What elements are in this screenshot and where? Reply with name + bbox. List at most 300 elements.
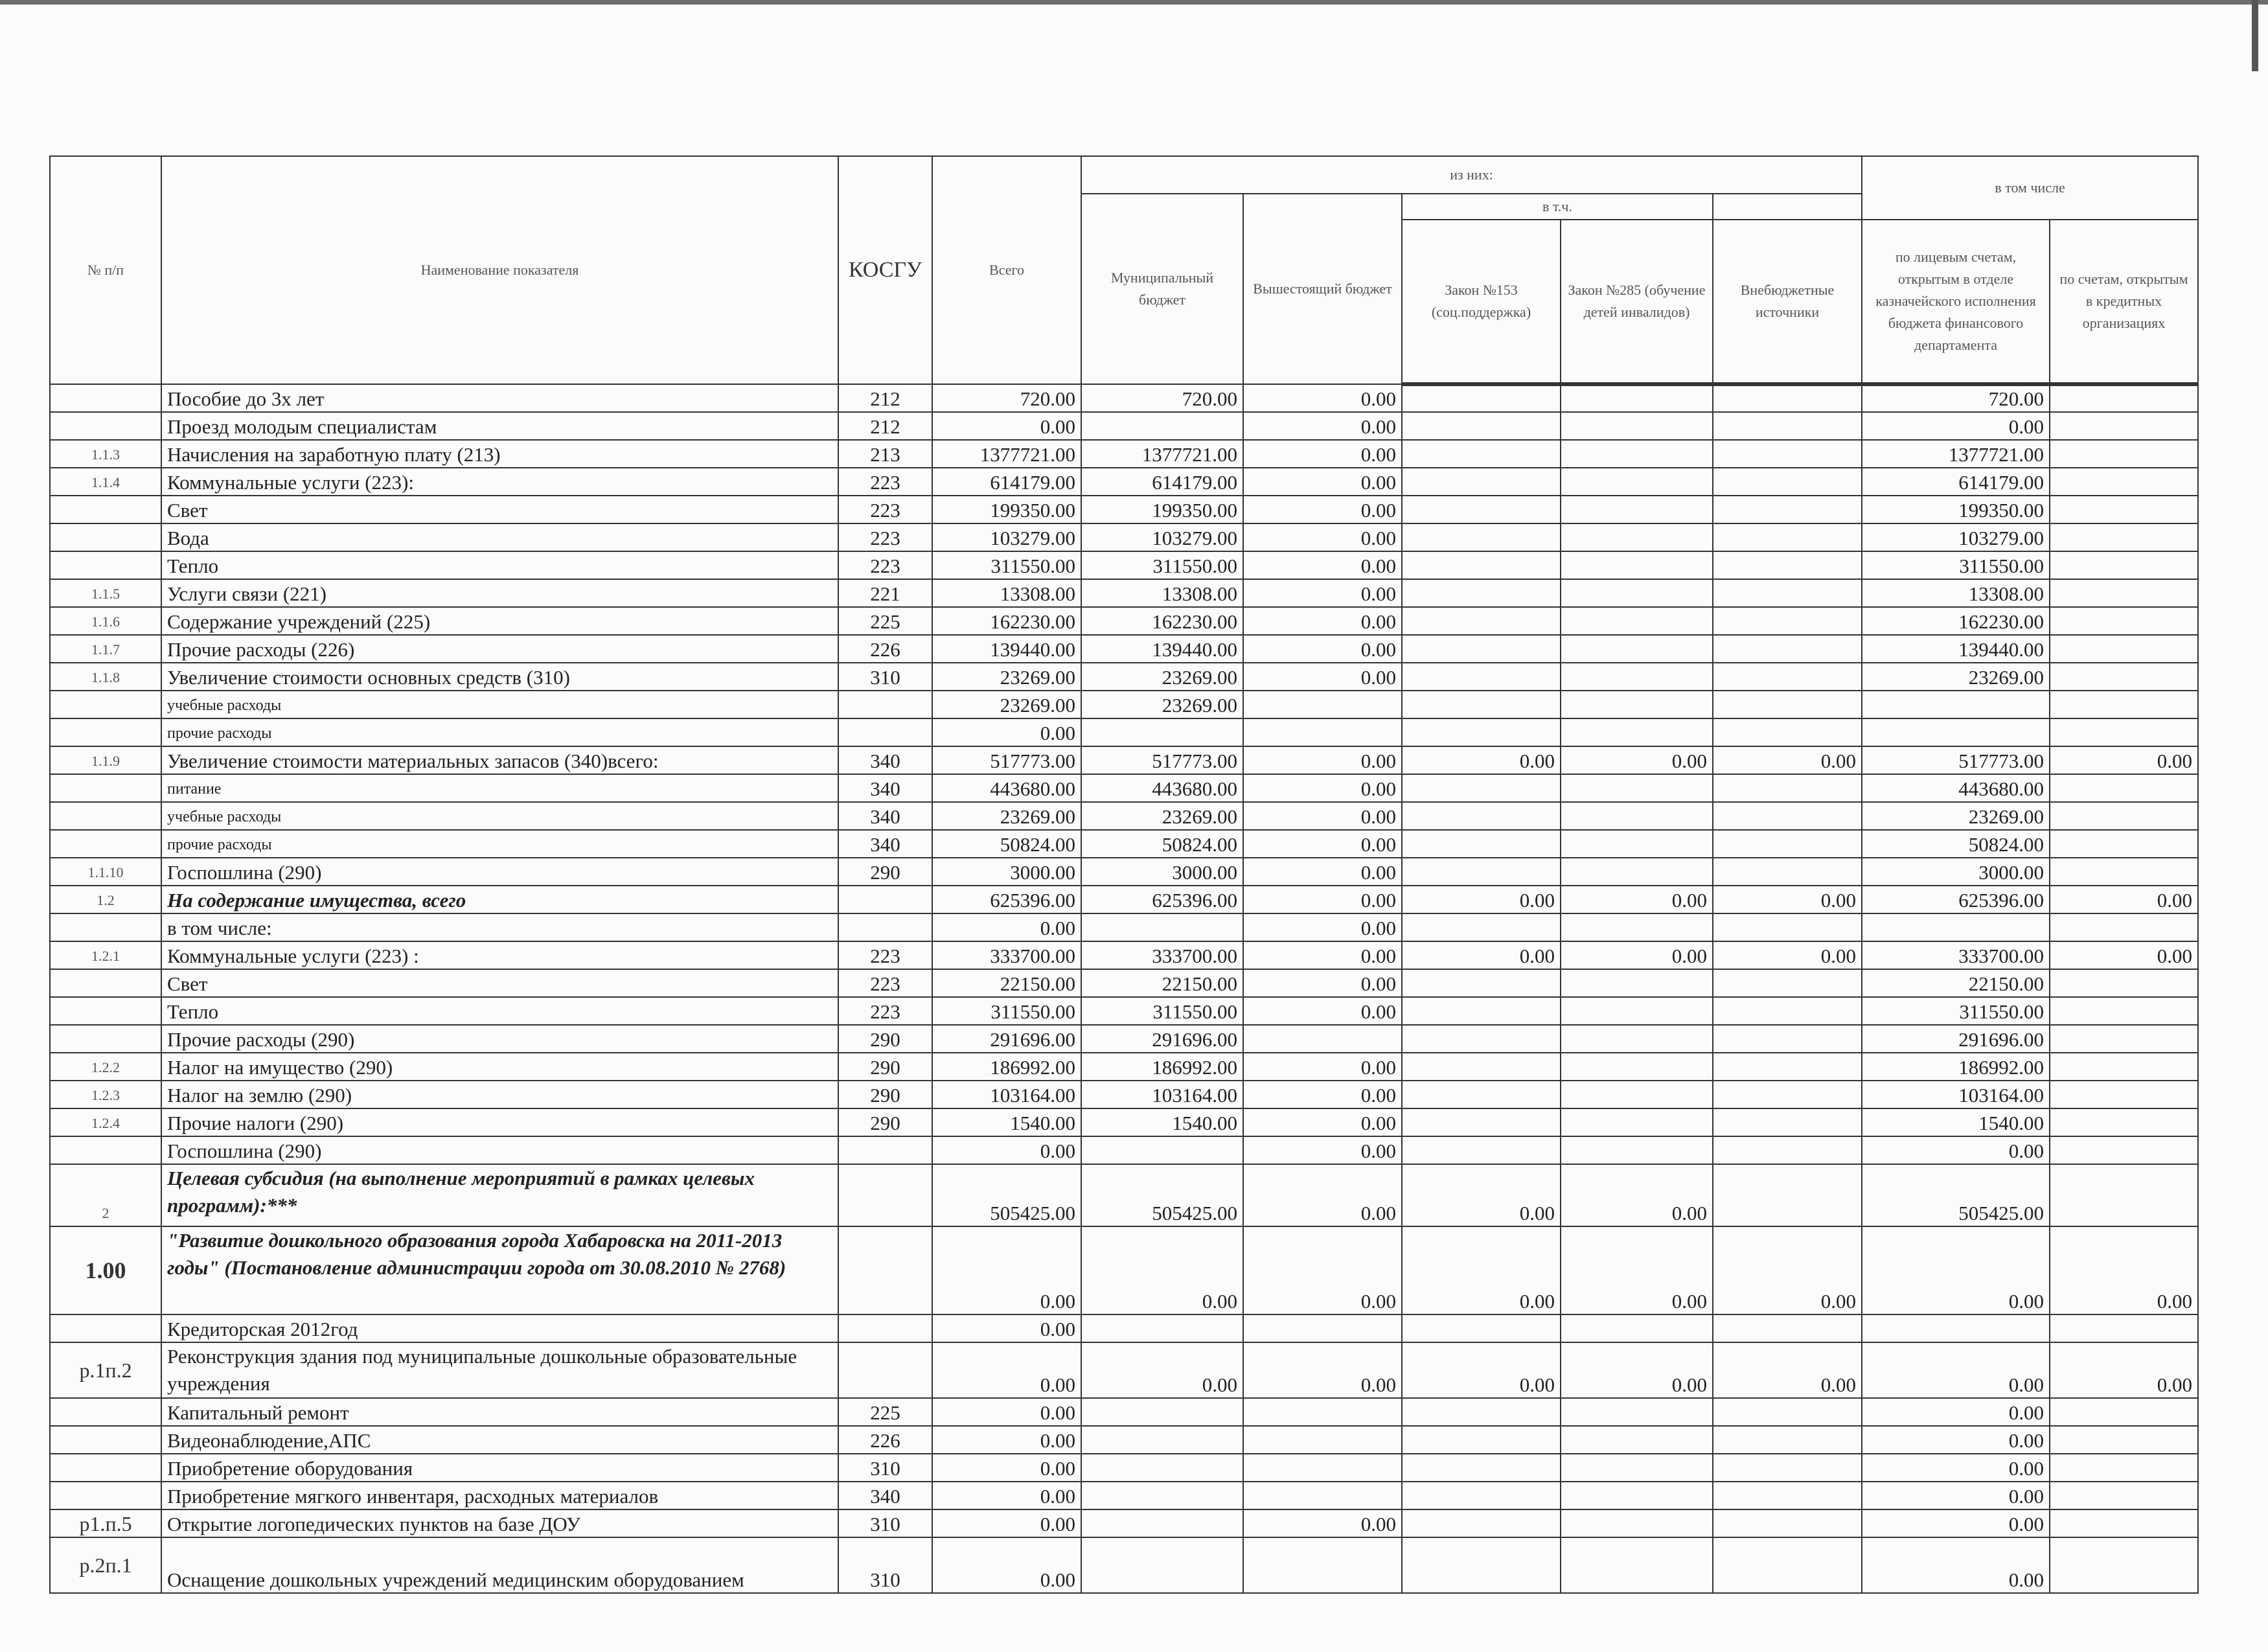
row-credit	[2050, 1136, 2198, 1164]
row-total: 625396.00	[932, 886, 1081, 913]
row-extra	[1713, 1509, 1862, 1537]
row-treasury: 103279.00	[1862, 523, 2050, 551]
row-name: Прочие расходы (290)	[161, 1025, 838, 1053]
row-municipal	[1081, 1482, 1243, 1509]
row-extra	[1713, 523, 1862, 551]
row-total: 50824.00	[932, 830, 1081, 858]
header-vtch: в т.ч.	[1402, 194, 1713, 220]
scan-right-edge	[2252, 0, 2258, 71]
row-treasury: 311550.00	[1862, 551, 2050, 579]
row-law153	[1402, 1482, 1561, 1509]
row-credit	[2050, 1454, 2198, 1482]
row-extra	[1713, 802, 1862, 830]
row-num: 1.1.3	[50, 440, 161, 468]
row-kosgu	[838, 1164, 932, 1226]
row-law153: 0.00	[1402, 1164, 1561, 1226]
row-credit	[2050, 1482, 2198, 1509]
row-credit	[2050, 858, 2198, 886]
row-treasury: 625396.00	[1862, 886, 2050, 913]
row-law153	[1402, 440, 1561, 468]
row-name: Вода	[161, 523, 838, 551]
row-municipal: 139440.00	[1081, 635, 1243, 663]
table-row	[50, 551, 2198, 579]
row-credit	[2050, 718, 2198, 746]
row-name: Целевая субсидия (на выполнение мероприятий в рамках целевых программ):***	[161, 1164, 838, 1226]
table-body	[50, 384, 2198, 1593]
row-higher: 0.00	[1243, 746, 1402, 774]
row-total: 291696.00	[932, 1025, 1081, 1053]
row-total: 0.00	[932, 1314, 1081, 1342]
row-municipal: 22150.00	[1081, 969, 1243, 997]
row-name: Кредиторская 2012год	[161, 1314, 838, 1342]
row-municipal: 103279.00	[1081, 523, 1243, 551]
row-higher: 0.00	[1243, 941, 1402, 969]
table-row	[50, 718, 2198, 746]
row-municipal: 333700.00	[1081, 941, 1243, 969]
row-extra	[1713, 969, 1862, 997]
row-extra	[1713, 384, 1862, 412]
row-municipal: 162230.00	[1081, 607, 1243, 635]
row-total: 1540.00	[932, 1108, 1081, 1136]
row-higher	[1243, 1398, 1402, 1426]
row-law153	[1402, 523, 1561, 551]
row-name: Содержание учреждений (225)	[161, 607, 838, 635]
row-kosgu: 225	[838, 607, 932, 635]
row-total: 0.00	[932, 412, 1081, 440]
row-name: Коммунальные услуги (223) :	[161, 941, 838, 969]
row-total: 0.00	[932, 1454, 1081, 1482]
table-row	[50, 969, 2198, 997]
row-law285	[1561, 1025, 1713, 1053]
row-kosgu: 290	[838, 858, 932, 886]
row-law285	[1561, 718, 1713, 746]
row-higher	[1243, 691, 1402, 718]
row-num: 1.00	[50, 1226, 161, 1314]
row-higher: 0.00	[1243, 496, 1402, 523]
row-num	[50, 802, 161, 830]
row-extra	[1713, 607, 1862, 635]
row-law285: 0.00	[1561, 1164, 1713, 1226]
row-num: 1.1.5	[50, 579, 161, 607]
row-law153	[1402, 830, 1561, 858]
row-higher: 0.00	[1243, 1509, 1402, 1537]
table-row	[50, 635, 2198, 663]
row-kosgu	[838, 718, 932, 746]
row-law285	[1561, 384, 1713, 412]
row-credit	[2050, 913, 2198, 941]
table-row	[50, 579, 2198, 607]
row-extra	[1713, 579, 1862, 607]
row-law285	[1561, 1482, 1713, 1509]
row-treasury: 139440.00	[1862, 635, 2050, 663]
row-law285	[1561, 1314, 1713, 1342]
header-of-them: из них:	[1081, 156, 1862, 194]
row-law285	[1561, 774, 1713, 802]
row-extra	[1713, 635, 1862, 663]
table-row	[50, 412, 2198, 440]
row-kosgu: 221	[838, 579, 932, 607]
row-name: Госпошлина (290)	[161, 1136, 838, 1164]
row-num	[50, 1398, 161, 1426]
row-kosgu: 340	[838, 1482, 932, 1509]
row-total: 333700.00	[932, 941, 1081, 969]
row-law153	[1402, 1136, 1561, 1164]
row-municipal: 103164.00	[1081, 1081, 1243, 1108]
row-treasury: 23269.00	[1862, 802, 2050, 830]
row-law285	[1561, 802, 1713, 830]
row-kosgu	[838, 691, 932, 718]
budget-table	[49, 155, 2199, 1594]
row-law153	[1402, 1053, 1561, 1081]
row-municipal	[1081, 1136, 1243, 1164]
row-municipal: 199350.00	[1081, 496, 1243, 523]
row-municipal: 1540.00	[1081, 1108, 1243, 1136]
row-name: Открытие логопедических пунктов на базе ДОУ	[161, 1509, 838, 1537]
row-credit	[2050, 1537, 2198, 1593]
row-law285: 0.00	[1561, 1342, 1713, 1398]
table-row	[50, 1164, 2198, 1226]
row-credit	[2050, 691, 2198, 718]
row-higher: 0.00	[1243, 774, 1402, 802]
row-higher: 0.00	[1243, 635, 1402, 663]
row-treasury: 1377721.00	[1862, 440, 2050, 468]
row-law285	[1561, 663, 1713, 691]
row-law285	[1561, 969, 1713, 997]
row-total: 103164.00	[932, 1081, 1081, 1108]
row-num	[50, 830, 161, 858]
row-credit	[2050, 523, 2198, 551]
row-law285	[1561, 1136, 1713, 1164]
row-municipal	[1081, 1509, 1243, 1537]
table-row	[50, 1226, 2198, 1314]
row-treasury: 13308.00	[1862, 579, 2050, 607]
row-kosgu: 223	[838, 496, 932, 523]
row-name: Прочие расходы (226)	[161, 635, 838, 663]
row-municipal: 23269.00	[1081, 663, 1243, 691]
row-law285	[1561, 913, 1713, 941]
row-credit	[2050, 607, 2198, 635]
row-municipal: 291696.00	[1081, 1025, 1243, 1053]
row-extra	[1713, 718, 1862, 746]
row-law153	[1402, 551, 1561, 579]
row-municipal: 0.00	[1081, 1342, 1243, 1398]
row-law285	[1561, 1537, 1713, 1593]
table-row	[50, 384, 2198, 412]
row-treasury: 1540.00	[1862, 1108, 2050, 1136]
row-kosgu	[838, 1226, 932, 1314]
row-credit	[2050, 830, 2198, 858]
header-law285: Закон №285 (обучение детей инвалидов)	[1561, 220, 1713, 384]
row-municipal	[1081, 1426, 1243, 1454]
row-name: "Развитие дошкольного образования города Хабаровска на 2011-2013 годы" (Постановление администрации города от 30.08.2010 № 2768)	[161, 1226, 838, 1314]
row-extra	[1713, 1454, 1862, 1482]
row-higher: 0.00	[1243, 1053, 1402, 1081]
row-law285	[1561, 997, 1713, 1025]
row-kosgu: 212	[838, 384, 932, 412]
row-name: Свет	[161, 969, 838, 997]
table-row	[50, 1454, 2198, 1482]
table-header	[50, 156, 2198, 384]
table-row	[50, 886, 2198, 913]
table-row	[50, 1136, 2198, 1164]
row-law153	[1402, 1314, 1561, 1342]
row-credit	[2050, 551, 2198, 579]
row-higher: 0.00	[1243, 858, 1402, 886]
row-extra: 0.00	[1713, 1342, 1862, 1398]
row-name: На содержание имущества, всего	[161, 886, 838, 913]
row-credit	[2050, 802, 2198, 830]
row-num	[50, 1426, 161, 1454]
row-name: Приобретение оборудования	[161, 1454, 838, 1482]
row-higher: 0.00	[1243, 1081, 1402, 1108]
row-municipal	[1081, 1398, 1243, 1426]
row-law285	[1561, 1509, 1713, 1537]
row-law153: 0.00	[1402, 886, 1561, 913]
row-law285	[1561, 1426, 1713, 1454]
row-higher: 0.00	[1243, 607, 1402, 635]
row-extra	[1713, 551, 1862, 579]
row-name: Пособие до 3х лет	[161, 384, 838, 412]
table-row	[50, 1398, 2198, 1426]
row-credit	[2050, 579, 2198, 607]
row-higher	[1243, 1454, 1402, 1482]
row-total: 443680.00	[932, 774, 1081, 802]
row-extra: 0.00	[1713, 886, 1862, 913]
row-name: в том числе:	[161, 913, 838, 941]
row-law153	[1402, 1454, 1561, 1482]
row-law153	[1402, 579, 1561, 607]
row-extra	[1713, 1053, 1862, 1081]
row-treasury: 0.00	[1862, 1226, 2050, 1314]
row-total: 311550.00	[932, 551, 1081, 579]
row-name: учебные расходы	[161, 691, 838, 718]
row-law285	[1561, 579, 1713, 607]
row-kosgu: 310	[838, 663, 932, 691]
row-num: 1.2.4	[50, 1108, 161, 1136]
row-total: 199350.00	[932, 496, 1081, 523]
row-kosgu: 310	[838, 1509, 932, 1537]
row-num	[50, 412, 161, 440]
row-total: 720.00	[932, 384, 1081, 412]
row-municipal: 720.00	[1081, 384, 1243, 412]
row-treasury: 0.00	[1862, 1342, 2050, 1398]
row-extra	[1713, 1426, 1862, 1454]
row-higher: 0.00	[1243, 523, 1402, 551]
row-higher	[1243, 1537, 1402, 1593]
header-treasury: по лицевым счетам, открытым в отделе казначейского исполнения бюджета финансового департамента	[1862, 220, 2050, 384]
row-total: 3000.00	[932, 858, 1081, 886]
row-name: Прочие налоги (290)	[161, 1108, 838, 1136]
header-municipal: Муниципальный бюджет	[1081, 194, 1243, 384]
table-row	[50, 1537, 2198, 1593]
row-law153	[1402, 412, 1561, 440]
row-num	[50, 523, 161, 551]
row-num	[50, 774, 161, 802]
row-total: 505425.00	[932, 1164, 1081, 1226]
row-municipal: 50824.00	[1081, 830, 1243, 858]
row-num: 1.2.1	[50, 941, 161, 969]
row-law285: 0.00	[1561, 886, 1713, 913]
row-treasury: 103164.00	[1862, 1081, 2050, 1108]
row-extra: 0.00	[1713, 1226, 1862, 1314]
row-credit	[2050, 635, 2198, 663]
row-credit	[2050, 969, 2198, 997]
row-credit	[2050, 1108, 2198, 1136]
row-law153	[1402, 496, 1561, 523]
row-total: 186992.00	[932, 1053, 1081, 1081]
row-kosgu: 223	[838, 523, 932, 551]
header-incl: в том числе	[1862, 156, 2198, 220]
table-row	[50, 440, 2198, 468]
table-row	[50, 607, 2198, 635]
row-higher: 0.00	[1243, 1226, 1402, 1314]
row-treasury: 311550.00	[1862, 997, 2050, 1025]
row-credit	[2050, 1509, 2198, 1537]
row-num	[50, 997, 161, 1025]
row-treasury: 50824.00	[1862, 830, 2050, 858]
row-name: прочие расходы	[161, 718, 838, 746]
row-credit: 0.00	[2050, 1226, 2198, 1314]
row-municipal: 1377721.00	[1081, 440, 1243, 468]
row-law153	[1402, 1426, 1561, 1454]
row-law153	[1402, 718, 1561, 746]
row-law153	[1402, 997, 1561, 1025]
row-law285	[1561, 691, 1713, 718]
row-extra	[1713, 691, 1862, 718]
table-row	[50, 830, 2198, 858]
row-total: 0.00	[932, 718, 1081, 746]
row-num: 1.1.7	[50, 635, 161, 663]
row-extra	[1713, 997, 1862, 1025]
row-total: 614179.00	[932, 468, 1081, 496]
row-num	[50, 1454, 161, 1482]
row-law153: 0.00	[1402, 1342, 1561, 1398]
row-higher: 0.00	[1243, 551, 1402, 579]
row-extra	[1713, 1482, 1862, 1509]
row-kosgu: 290	[838, 1025, 932, 1053]
row-kosgu: 223	[838, 551, 932, 579]
row-extra	[1713, 1164, 1862, 1226]
row-kosgu: 340	[838, 802, 932, 830]
row-higher: 0.00	[1243, 1342, 1402, 1398]
table-row	[50, 941, 2198, 969]
row-treasury	[1862, 718, 2050, 746]
row-treasury: 0.00	[1862, 412, 2050, 440]
row-law285	[1561, 1454, 1713, 1482]
row-num: 1.1.9	[50, 746, 161, 774]
row-name: учебные расходы	[161, 802, 838, 830]
row-extra	[1713, 774, 1862, 802]
row-law153: 0.00	[1402, 746, 1561, 774]
table-row	[50, 1081, 2198, 1108]
table-row	[50, 1025, 2198, 1053]
row-higher	[1243, 1314, 1402, 1342]
row-extra	[1713, 1081, 1862, 1108]
row-credit	[2050, 384, 2198, 412]
row-municipal: 517773.00	[1081, 746, 1243, 774]
row-num	[50, 1136, 161, 1164]
row-higher: 0.00	[1243, 969, 1402, 997]
row-extra	[1713, 440, 1862, 468]
row-kosgu	[838, 886, 932, 913]
row-higher	[1243, 1426, 1402, 1454]
row-law153	[1402, 913, 1561, 941]
row-higher	[1243, 718, 1402, 746]
row-municipal: 311550.00	[1081, 551, 1243, 579]
row-law285	[1561, 551, 1713, 579]
row-total: 103279.00	[932, 523, 1081, 551]
row-name: Капитальный ремонт	[161, 1398, 838, 1426]
row-treasury: 0.00	[1862, 1482, 2050, 1509]
row-name: Тепло	[161, 551, 838, 579]
row-extra	[1713, 663, 1862, 691]
row-treasury: 333700.00	[1862, 941, 2050, 969]
row-law285	[1561, 468, 1713, 496]
row-treasury: 443680.00	[1862, 774, 2050, 802]
row-higher: 0.00	[1243, 830, 1402, 858]
row-kosgu	[838, 1342, 932, 1398]
row-kosgu: 223	[838, 941, 932, 969]
row-law285: 0.00	[1561, 746, 1713, 774]
row-credit	[2050, 440, 2198, 468]
row-kosgu: 212	[838, 412, 932, 440]
row-law153	[1402, 691, 1561, 718]
row-law285	[1561, 635, 1713, 663]
row-extra: 0.00	[1713, 941, 1862, 969]
row-credit	[2050, 468, 2198, 496]
row-municipal: 186992.00	[1081, 1053, 1243, 1081]
row-municipal	[1081, 718, 1243, 746]
row-treasury: 0.00	[1862, 1454, 2050, 1482]
row-credit: 0.00	[2050, 1342, 2198, 1398]
row-total: 13308.00	[932, 579, 1081, 607]
row-num: 1.1.4	[50, 468, 161, 496]
row-law153	[1402, 1025, 1561, 1053]
row-name: Налог на имущество (290)	[161, 1053, 838, 1081]
row-num	[50, 1025, 161, 1053]
header-blank	[1713, 194, 1862, 220]
row-higher: 0.00	[1243, 913, 1402, 941]
row-name: Реконструкция здания под муниципальные дошкольные образовательные учреждения	[161, 1342, 838, 1398]
table-row	[50, 663, 2198, 691]
row-treasury: 0.00	[1862, 1537, 2050, 1593]
row-total: 517773.00	[932, 746, 1081, 774]
row-law153	[1402, 1509, 1561, 1537]
row-kosgu: 340	[838, 830, 932, 858]
row-total: 23269.00	[932, 802, 1081, 830]
table-row	[50, 1342, 2198, 1398]
row-municipal: 23269.00	[1081, 691, 1243, 718]
row-extra	[1713, 1108, 1862, 1136]
row-credit: 0.00	[2050, 941, 2198, 969]
row-credit	[2050, 1025, 2198, 1053]
row-num: 1.1.6	[50, 607, 161, 635]
row-law153	[1402, 802, 1561, 830]
row-total: 0.00	[932, 1226, 1081, 1314]
row-num: 1.1.10	[50, 858, 161, 886]
row-total: 0.00	[932, 1136, 1081, 1164]
row-treasury	[1862, 1314, 2050, 1342]
row-extra	[1713, 412, 1862, 440]
row-num	[50, 384, 161, 412]
row-law153	[1402, 858, 1561, 886]
row-law153: 0.00	[1402, 1226, 1561, 1314]
scan-top-edge	[0, 0, 2268, 5]
row-num: р.2п.1	[50, 1537, 161, 1593]
row-higher: 0.00	[1243, 384, 1402, 412]
row-extra	[1713, 1537, 1862, 1593]
row-treasury: 0.00	[1862, 1509, 2050, 1537]
